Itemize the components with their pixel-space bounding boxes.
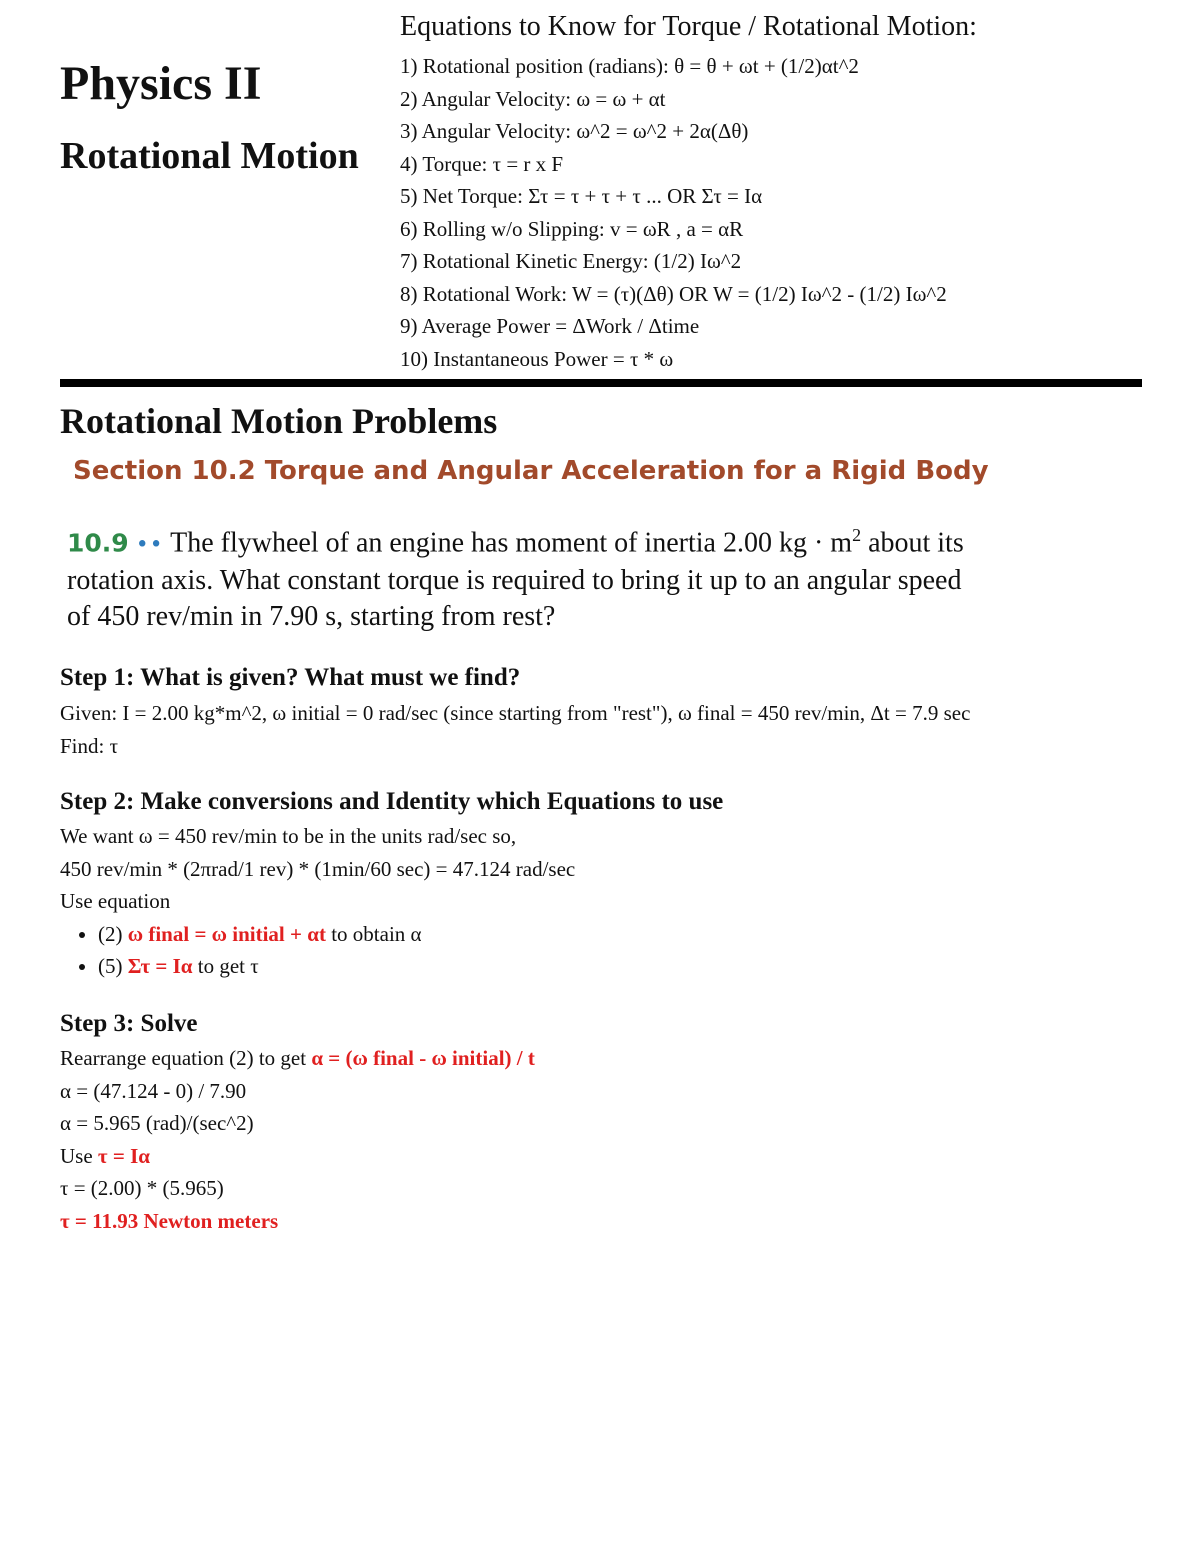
step3-line2: α = (47.124 - 0) / 7.90 bbox=[60, 1078, 247, 1103]
equation-item: 5) Net Torque: Στ = τ + τ + τ ... OR Στ = Iα bbox=[400, 184, 763, 208]
step3-line5: τ = (2.00) * (5.965) bbox=[60, 1176, 224, 1200]
step2-heading: Step 2: Make conversions and Identity which Equations to use bbox=[60, 788, 724, 815]
step1-given: Given: I = 2.00 kg*m^2, ω initial = 0 rad/sec (since starting from "rest"), ω final = 450 rev/min, Δt = 7.9 sec bbox=[60, 701, 971, 725]
bullet-suffix: to get τ bbox=[192, 954, 259, 978]
equation-item: 7) Rotational Kinetic Energy: (1/2) Iω^2 bbox=[400, 249, 742, 273]
equations-heading: Equations to Know for Torque / Rotational Motion: bbox=[400, 11, 977, 42]
bullet-item bbox=[98, 950, 575, 983]
bullet-item bbox=[98, 918, 575, 951]
equation-item: 9) Average Power = ΔWork / Δtime bbox=[400, 314, 700, 338]
bullet-prefix: (5) bbox=[98, 954, 128, 978]
bullet-suffix: to obtain α bbox=[325, 921, 422, 946]
step3-line3: α = 5.965 (rad)/(sec^2) bbox=[60, 1111, 254, 1135]
step2-body bbox=[60, 820, 575, 983]
step3-line4-prefix: Use bbox=[60, 1143, 98, 1168]
problem-text-2: about its rotation axis. What constant torque is required to bring it up to an angular speed of 450 rev/min in 7.90 s, starting from rest? bbox=[67, 527, 964, 633]
step2-line3: Use equation bbox=[60, 889, 171, 913]
problem-text-1: The flywheel of an engine has moment of inertia 2.00 kg · m bbox=[170, 527, 853, 559]
equation-item: 8) Rotational Work: W = (τ)(Δθ) OR W = (1/2) Iω^2 - (1/2) Iω^2 bbox=[400, 281, 947, 306]
step3-heading: Step 3: Solve bbox=[60, 1010, 198, 1037]
step3-line4-equation: τ = Iα bbox=[97, 1143, 150, 1168]
equations-list bbox=[400, 50, 1160, 375]
equation-item: 4) Torque: τ = r x F bbox=[400, 151, 564, 176]
problem-statement bbox=[67, 517, 967, 635]
difficulty-dots: •• bbox=[135, 532, 164, 558]
step3-line1-prefix: Rearrange equation (2) to get bbox=[60, 1046, 312, 1070]
section-heading: Section 10.2 Torque and Angular Acceleration for a Rigid Body bbox=[73, 456, 989, 486]
step3-line1-equation: α = (ω final - ω initial) / t bbox=[311, 1046, 535, 1070]
equation-item: 3) Angular Velocity: ω^2 = ω^2 + 2α(Δθ) bbox=[400, 119, 749, 143]
step1-find: Find: τ bbox=[60, 733, 119, 758]
problem-superscript: 2 bbox=[852, 525, 862, 545]
equation-item: 2) Angular Velocity: ω = ω + αt bbox=[400, 86, 666, 111]
bullet-prefix: (2) bbox=[98, 921, 128, 946]
equations-box bbox=[400, 10, 1160, 375]
page-subtitle: Rotational Motion bbox=[60, 135, 359, 177]
step3-line1 bbox=[60, 1042, 535, 1075]
equation-item: 6) Rolling w/o Slipping: v = ωR , a = αR bbox=[400, 216, 744, 241]
problem-number: 10.9 bbox=[67, 528, 129, 558]
step1-heading: Step 1: What is given? What must we find? bbox=[60, 664, 521, 691]
step1-body bbox=[60, 697, 970, 762]
page-title: Physics II bbox=[60, 57, 262, 110]
step2-line1: We want ω = 450 rev/min to be in the units rad/sec so, bbox=[60, 824, 517, 848]
bullet-equation: ω final = ω initial + αt bbox=[127, 921, 326, 946]
step2-line2: 450 rev/min * (2πrad/1 rev) * (1min/60 sec) = 47.124 rad/sec bbox=[60, 856, 576, 881]
step3-body bbox=[60, 1042, 535, 1237]
equation-bullets bbox=[60, 918, 575, 983]
problems-heading: Rotational Motion Problems bbox=[60, 401, 498, 441]
equation-item: 10) Instantaneous Power = τ * ω bbox=[400, 346, 674, 371]
step3-line4 bbox=[60, 1140, 535, 1173]
bullet-equation: Στ = Iα bbox=[127, 954, 193, 978]
section-divider bbox=[60, 379, 1142, 387]
equation-item: 1) Rotational position (radians): θ = θ + ωt + (1/2)αt^2 bbox=[400, 54, 859, 78]
final-answer: τ = 11.93 Newton meters bbox=[60, 1208, 279, 1233]
